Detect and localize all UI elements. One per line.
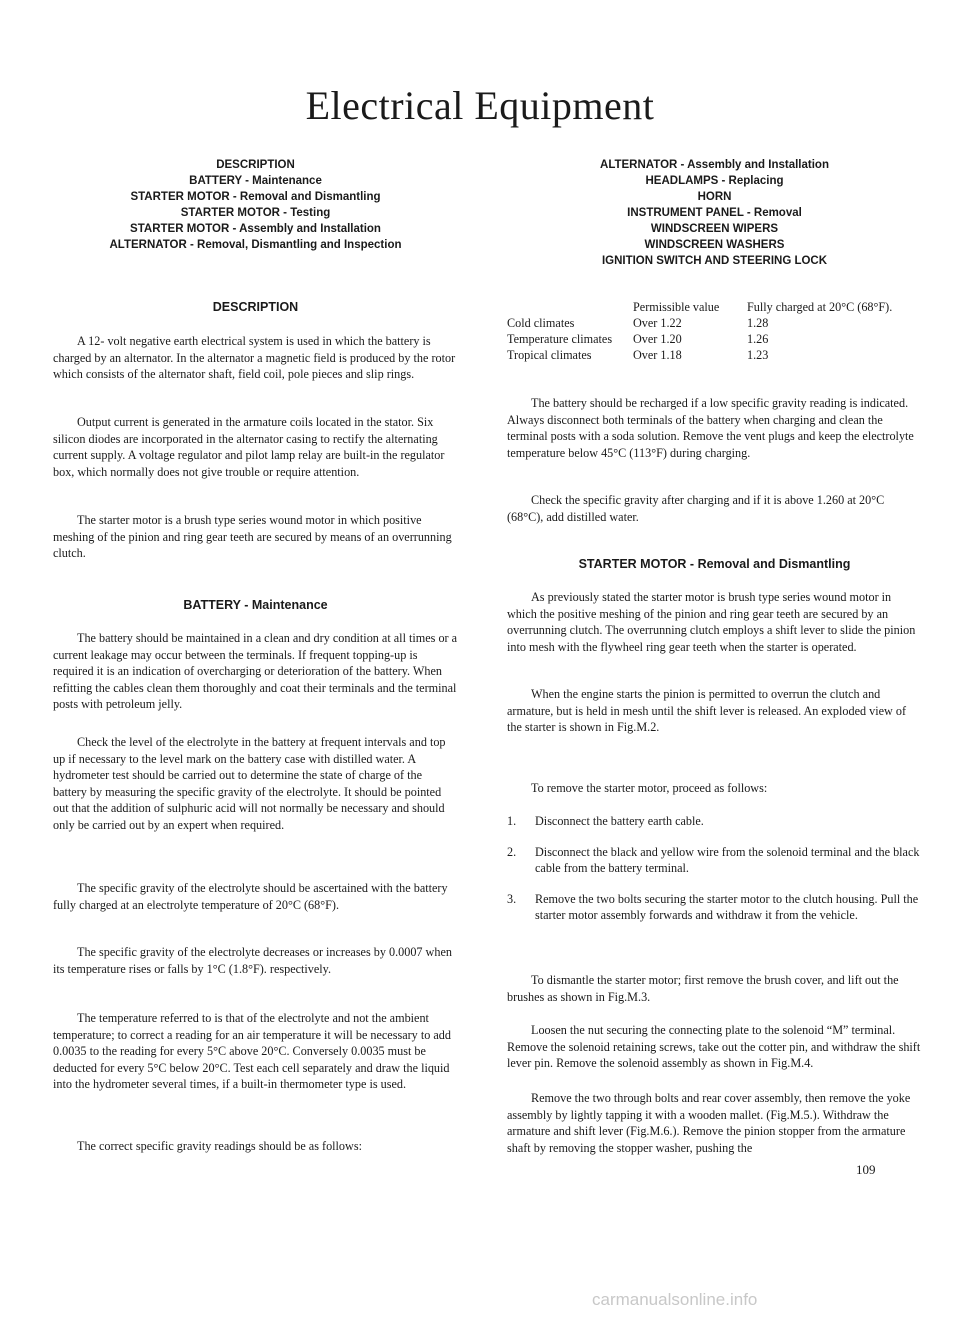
toc-item: HEADLAMPS - Replacing	[645, 175, 784, 187]
table-header	[507, 299, 633, 315]
page-title: Electrical Equipment	[305, 83, 655, 128]
section-heading-description: DESCRIPTION	[212, 300, 299, 314]
toc-left	[53, 157, 458, 253]
toc-item: ALTERNATOR - Assembly and Installation	[600, 159, 829, 171]
watermark: carmanualsonline.info	[592, 1290, 758, 1309]
paragraph: The correct specific gravity readings should be as follows:	[77, 1139, 362, 1153]
section-heading-battery: BATTERY - Maintenance	[183, 598, 328, 612]
step-text: Disconnect the battery earth cable.	[535, 814, 704, 828]
paragraph: The starter motor is a brush type series wound motor in which positive meshing of the pinion and ring gear teeth are secured by means of an overrunning clutch.	[53, 513, 452, 560]
toc-item: BATTERY - Maintenance	[189, 175, 322, 187]
page-number: 109	[856, 1162, 876, 1177]
list-item	[507, 891, 922, 924]
table-cell: 1.28	[747, 316, 769, 330]
paragraph: Loosen the nut securing the connecting plate to the solenoid “M” terminal. Remove the solenoid retaining screws, take out the cotter pin, and withdraw the shift lever pin. Remove the solenoid assembly as shown in Fig.M.4.	[507, 1023, 921, 1070]
table-cell: 1.26	[747, 332, 769, 346]
paragraph: To dismantle the starter motor; first remove the brush cover, and lift out the brushes as shown in Fig.M.3.	[507, 973, 899, 1004]
toc-item: DESCRIPTION	[216, 159, 295, 171]
step-text: Remove the two bolts securing the starter motor to the clutch housing. Pull the starter motor assembly forwards and withdraw it from the vehicle.	[535, 891, 919, 922]
table-row	[507, 331, 907, 347]
toc-item: HORN	[697, 191, 732, 203]
toc-item: STARTER MOTOR - Assembly and Installation	[130, 223, 381, 235]
removal-steps	[507, 813, 922, 938]
table-header: Fully charged at 20°C (68°F).	[747, 300, 893, 314]
toc-item: ALTERNATOR - Removal, Dismantling and Inspection	[109, 239, 402, 251]
section-heading-starter: STARTER MOTOR - Removal and Dismantling	[578, 557, 851, 571]
table-header-row	[507, 299, 907, 315]
toc-item: IGNITION SWITCH AND STEERING LOCK	[601, 255, 828, 267]
paragraph: The specific gravity of the electrolyte decreases or increases by 0.0007 when its temperature rises or falls by 1°C (1.8°F). respectively.	[53, 945, 452, 976]
table-cell: Over 1.22	[633, 316, 682, 330]
table-cell: Over 1.18	[633, 348, 682, 362]
table-cell: Cold climates	[507, 316, 575, 330]
table-cell: 1.23	[747, 348, 769, 362]
specific-gravity-table	[507, 299, 907, 363]
table-cell: Tropical climates	[507, 348, 592, 362]
paragraph: Output current is generated in the armature coils located in the stator. Six silicon diodes are incorporated in the alternator casing to rectify the alternating current supply. A voltage regulator and pilot lamp relay are built-in the regulator box, which normally does not give trouble or require attention.	[53, 415, 445, 479]
paragraph: The temperature referred to is that of the electrolyte and not the ambient temperature; to correct a reading for an air temperature it will be necessary to add 0.0035 to the reading for every 5°C above 20°C. Conversely 0.0035 must be deducted for every 5°C below 20°C. Test each cell separately and draw the liquid into the hydrometer several times, if a built-in thermometer type is used.	[53, 1011, 451, 1091]
paragraph: Check the level of the electrolyte in the battery at frequent intervals and top up if necessary to the level mark on the battery case with distilled water. A hydrometer test should be carried out to determine the state of charge of the battery by measuring the specific gravity of the electrolyte. It should be pointed out that the addition of sulphuric acid will not normally be necessary and should only be carried out by an expert when required.	[53, 735, 446, 832]
table-header: Permissible value	[633, 300, 720, 314]
toc-item: WINDSCREEN WASHERS	[644, 239, 785, 251]
toc-item: WINDSCREEN WIPERS	[650, 223, 779, 235]
table-cell: Over 1.20	[633, 332, 682, 346]
paragraph: A 12- volt negative earth electrical system is used in which the battery is charged by an alternator. In the alternator a magnetic field is produced by the rotor which consists of the alternator shaft, field coil, pole pieces and slip rings.	[53, 334, 456, 381]
toc-item: STARTER MOTOR - Removal and Dismantling	[130, 191, 381, 203]
step-text: Disconnect the black and yellow wire from the solenoid terminal and the black cable from the battery terminal.	[535, 844, 920, 875]
toc-item: INSTRUMENT PANEL - Removal	[627, 207, 802, 219]
step-number: 1.	[507, 814, 517, 828]
paragraph: The battery should be maintained in a clean and dry condition at all times or a current leakage may occur between the terminals. If frequent topping-up is required it is an indication of overcharging or deterioration of the battery. When refitting the cables clean them thoroughly and coat their terminals and the terminal posts with petroleum jelly.	[53, 631, 458, 711]
paragraph: Remove the two through bolts and rear cover assembly, then remove the yoke assembly by lightly tapping it with a wooden mallet. (Fig.M.5.). Withdraw the armature and shift lever (Fig.M.6.). Remove the pinion stopper from the armature shaft by removing the stopper washer, pushing the	[507, 1091, 911, 1155]
table-row	[507, 347, 907, 363]
list-item	[507, 844, 922, 877]
paragraph: Check the specific gravity after charging and if it is above 1.260 at 20°C (68°C), add distilled water.	[507, 493, 885, 524]
table-row	[507, 315, 907, 331]
paragraph: As previously stated the starter motor is brush type series wound motor in which the positive meshing of the pinion and ring gear teeth are secured by an overrunning clutch. The overrunning clutch employs a shift lever to slide the pinion into mesh with the flywheel ring gear teeth when the starter is operated.	[507, 590, 916, 654]
toc-item: STARTER MOTOR - Testing	[180, 207, 331, 219]
list-item	[507, 813, 922, 830]
paragraph: When the engine starts the pinion is permitted to overrun the clutch and armature, but is held in mesh until the shift lever is released. An exploded view of the starter is shown in Fig.M.2.	[507, 687, 907, 734]
paragraph: The battery should be recharged if a low specific gravity reading is indicated. Always disconnect both terminals of the battery when charging and clean the terminal posts with a soda solution. Remove the vent plugs and keep the electrolyte temperature below 45°C (113°F) during charging.	[507, 396, 914, 460]
paragraph: To remove the starter motor, proceed as follows:	[531, 781, 768, 795]
table-cell: Temperature climates	[507, 332, 613, 346]
paragraph: The specific gravity of the electrolyte should be ascertained with the battery fully charged at an electrolyte temperature of 20°C (68°F).	[53, 881, 448, 912]
toc-right	[507, 157, 922, 269]
step-number: 3.	[507, 891, 517, 906]
step-number: 2.	[507, 844, 517, 859]
